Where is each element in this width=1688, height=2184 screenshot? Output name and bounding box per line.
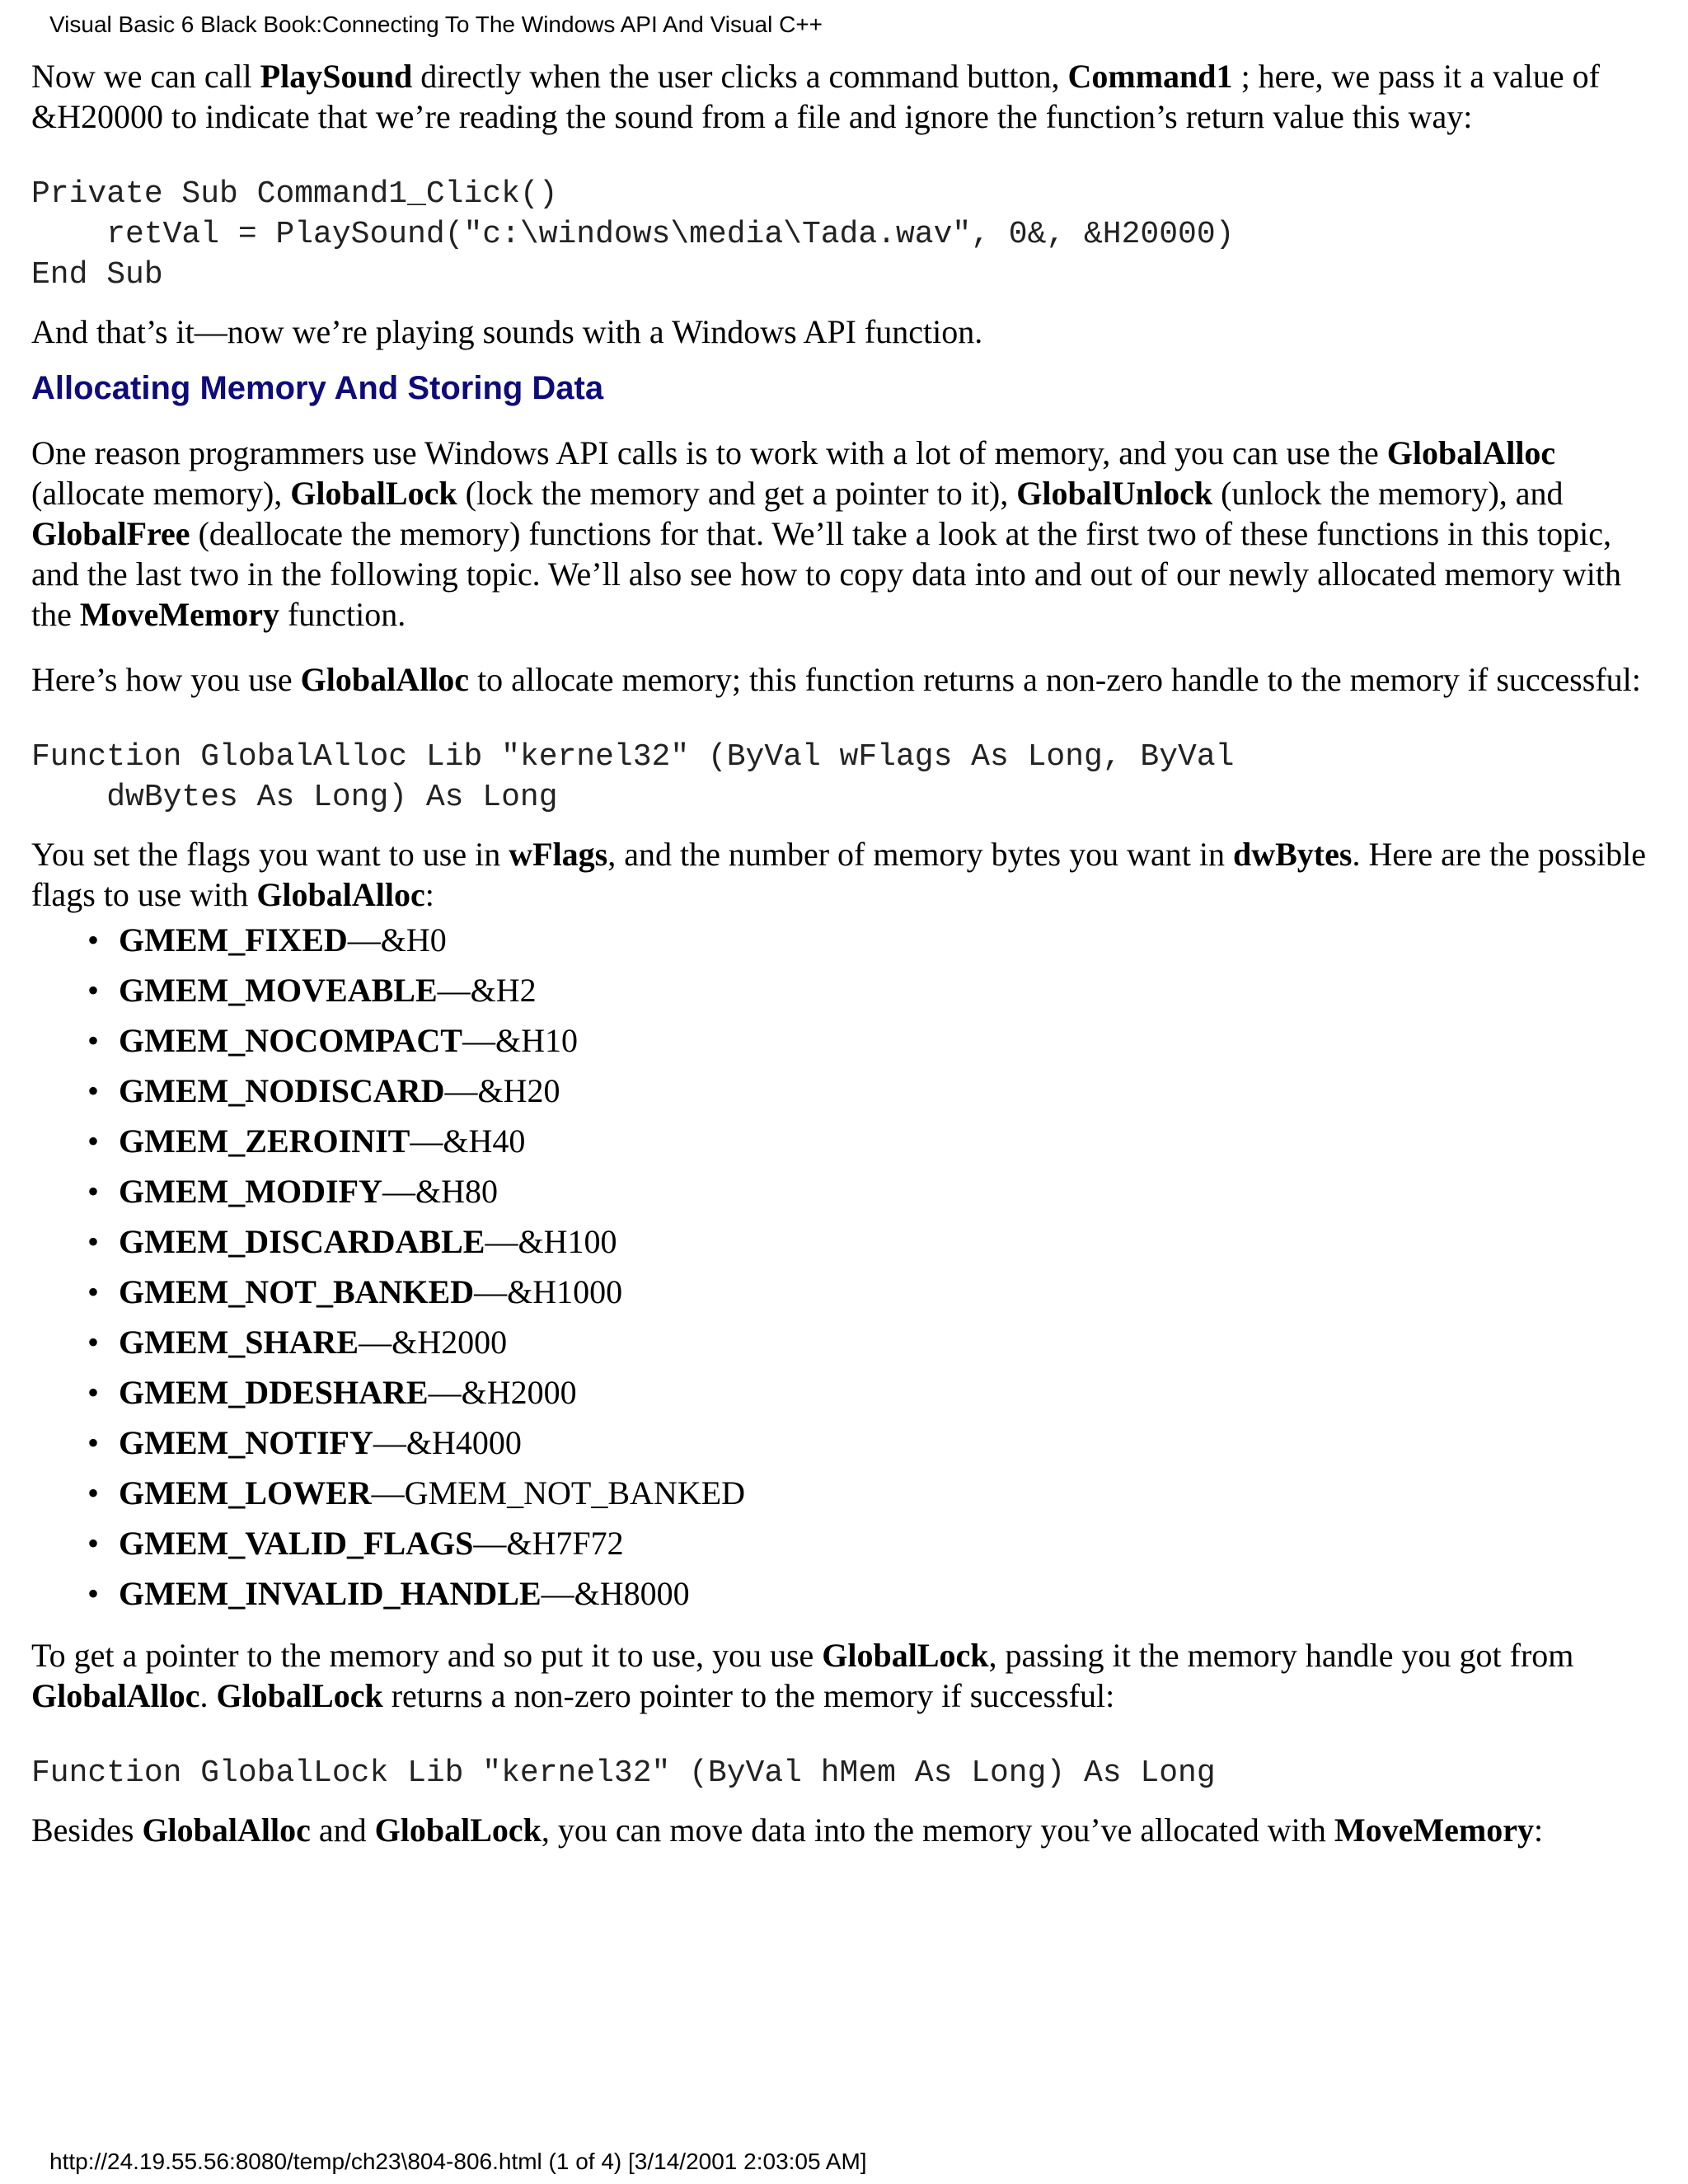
bullet-icon: • — [87, 1374, 100, 1411]
flag-value: —&H4000 — [373, 1424, 522, 1461]
code-block-playsound: Private Sub Command1_Click() retVal = PlaySound("c:\windows\media\Tada.wav", 0&, &H20000) End Sub — [31, 176, 1235, 293]
list-item — [87, 1066, 1663, 1116]
flag-value: —&H2000 — [428, 1374, 577, 1411]
list-item — [87, 1015, 1663, 1066]
flag-name: GMEM_MODIFY — [119, 1173, 382, 1210]
flag-name: GMEM_ZEROINIT — [119, 1122, 410, 1160]
bullet-icon: • — [87, 1575, 100, 1612]
flag-value: —&H80 — [382, 1173, 498, 1210]
globallock-paragraph: To get a pointer to the memory and so put it to use, you use GlobalLock, passing it the memory handle you got from GlobalAlloc. GlobalLock returns a non-zero pointer to the memory if successful: — [31, 1637, 1574, 1714]
section-heading: Allocating Memory And Storing Data — [31, 370, 604, 406]
bullet-icon: • — [87, 1474, 100, 1511]
list-item — [87, 1418, 1663, 1468]
list-item — [87, 915, 1663, 965]
list-item — [87, 1317, 1663, 1367]
flag-name: GMEM_SHARE — [119, 1324, 359, 1361]
movememory-paragraph: Besides GlobalAlloc and GlobalLock, you can move data into the memory you’ve allocated with MoveMemory: — [31, 1811, 1544, 1849]
bullet-icon: • — [87, 1022, 100, 1059]
memory-intro-paragraph: One reason programmers use Windows API calls is to work with a lot of memory, and you can use the GlobalAlloc (allocate memory), GlobalLock (lock the memory and get a pointer to it), GlobalUnlock (unlock the memory), and GlobalFree (deallocate the memory) functions for that. We’ll take a look at the first two of these functions in this topic, and the last two in the following topic. We’ll also see how to copy data into and out of our newly allocated memory with the MoveMemory function. — [31, 434, 1621, 633]
list-item — [87, 965, 1663, 1015]
bullet-icon: • — [87, 1273, 100, 1310]
flag-name: GMEM_MOVEABLE — [119, 972, 438, 1009]
list-item — [87, 1267, 1663, 1317]
flag-list — [31, 915, 1663, 1619]
flag-value: —&H7F72 — [473, 1525, 624, 1562]
flag-name: GMEM_NOTIFY — [119, 1424, 373, 1461]
bullet-icon: • — [87, 1223, 100, 1260]
flags-paragraph: You set the flags you want to use in wFlags, and the number of memory bytes you want in dwBytes. Here are the possible flags to use with GlobalAlloc: — [31, 836, 1646, 913]
flag-name: GMEM_INVALID_HANDLE — [119, 1575, 542, 1612]
flag-value: —&H20 — [444, 1072, 560, 1109]
bullet-icon: • — [87, 1072, 100, 1109]
page-header-title: Visual Basic 6 Black Book:Connecting To The Windows API And Visual C++ — [49, 12, 823, 37]
flag-name: GMEM_NOT_BANKED — [119, 1273, 475, 1310]
list-item — [87, 1216, 1663, 1267]
closing-paragraph: And that’s it—now we’re playing sounds with a Windows API function. — [31, 313, 983, 350]
list-item — [87, 1116, 1663, 1166]
flag-name: GMEM_DISCARDABLE — [119, 1223, 485, 1260]
globalalloc-paragraph: Here’s how you use GlobalAlloc to allocate memory; this function returns a non-zero handle to the memory if successful: — [31, 661, 1641, 698]
flag-name: GMEM_NOCOMPACT — [119, 1022, 462, 1059]
flag-value: —&H100 — [485, 1223, 617, 1260]
flag-value: —GMEM_NOT_BANKED — [371, 1474, 745, 1511]
list-item — [87, 1166, 1663, 1216]
list-item — [87, 1518, 1663, 1568]
flag-name: GMEM_DDESHARE — [119, 1374, 429, 1411]
flag-value: —&H40 — [410, 1122, 526, 1160]
flag-name: GMEM_VALID_FLAGS — [119, 1525, 474, 1562]
intro-paragraph: Now we can call PlaySound directly when the user clicks a command button, Command1 ; here, we pass it a value of &H20000 to indicate that we’re reading the sound from a file and ignore the function’s return value this way: — [31, 58, 1600, 135]
bullet-icon: • — [87, 1324, 100, 1361]
flag-value: —&H10 — [462, 1022, 578, 1059]
list-item — [87, 1468, 1663, 1518]
flag-value: —&H0 — [347, 921, 447, 958]
flag-name: GMEM_NODISCARD — [119, 1072, 445, 1109]
bullet-icon: • — [87, 1525, 100, 1562]
bullet-icon: • — [87, 1173, 100, 1210]
flag-name: GMEM_FIXED — [119, 921, 348, 958]
flag-value: —&H8000 — [541, 1575, 690, 1612]
bullet-icon: • — [87, 972, 100, 1009]
flag-name: GMEM_LOWER — [119, 1474, 372, 1511]
flag-value: —&H2000 — [359, 1324, 508, 1361]
bullet-icon: • — [87, 1424, 100, 1461]
flag-value: —&H1000 — [474, 1273, 623, 1310]
flag-value: —&H2 — [437, 972, 537, 1009]
code-block-globalalloc: Function GlobalAlloc Lib "kernel32" (ByVal wFlags As Long, ByVal dwBytes As Long) As Long — [31, 739, 1235, 815]
document-body — [31, 56, 1663, 1850]
list-item — [87, 1568, 1663, 1619]
code-block-globallock: Function GlobalLock Lib "kernel32" (ByVal hMem As Long) As Long — [31, 1755, 1216, 1791]
bullet-icon: • — [87, 1122, 100, 1160]
page-footer-url: http://24.19.55.56:8080/temp/ch23\804-806.html (1 of 4) [3/14/2001 2:03:05 AM] — [49, 2149, 867, 2174]
list-item — [87, 1367, 1663, 1418]
bullet-icon: • — [87, 921, 100, 958]
